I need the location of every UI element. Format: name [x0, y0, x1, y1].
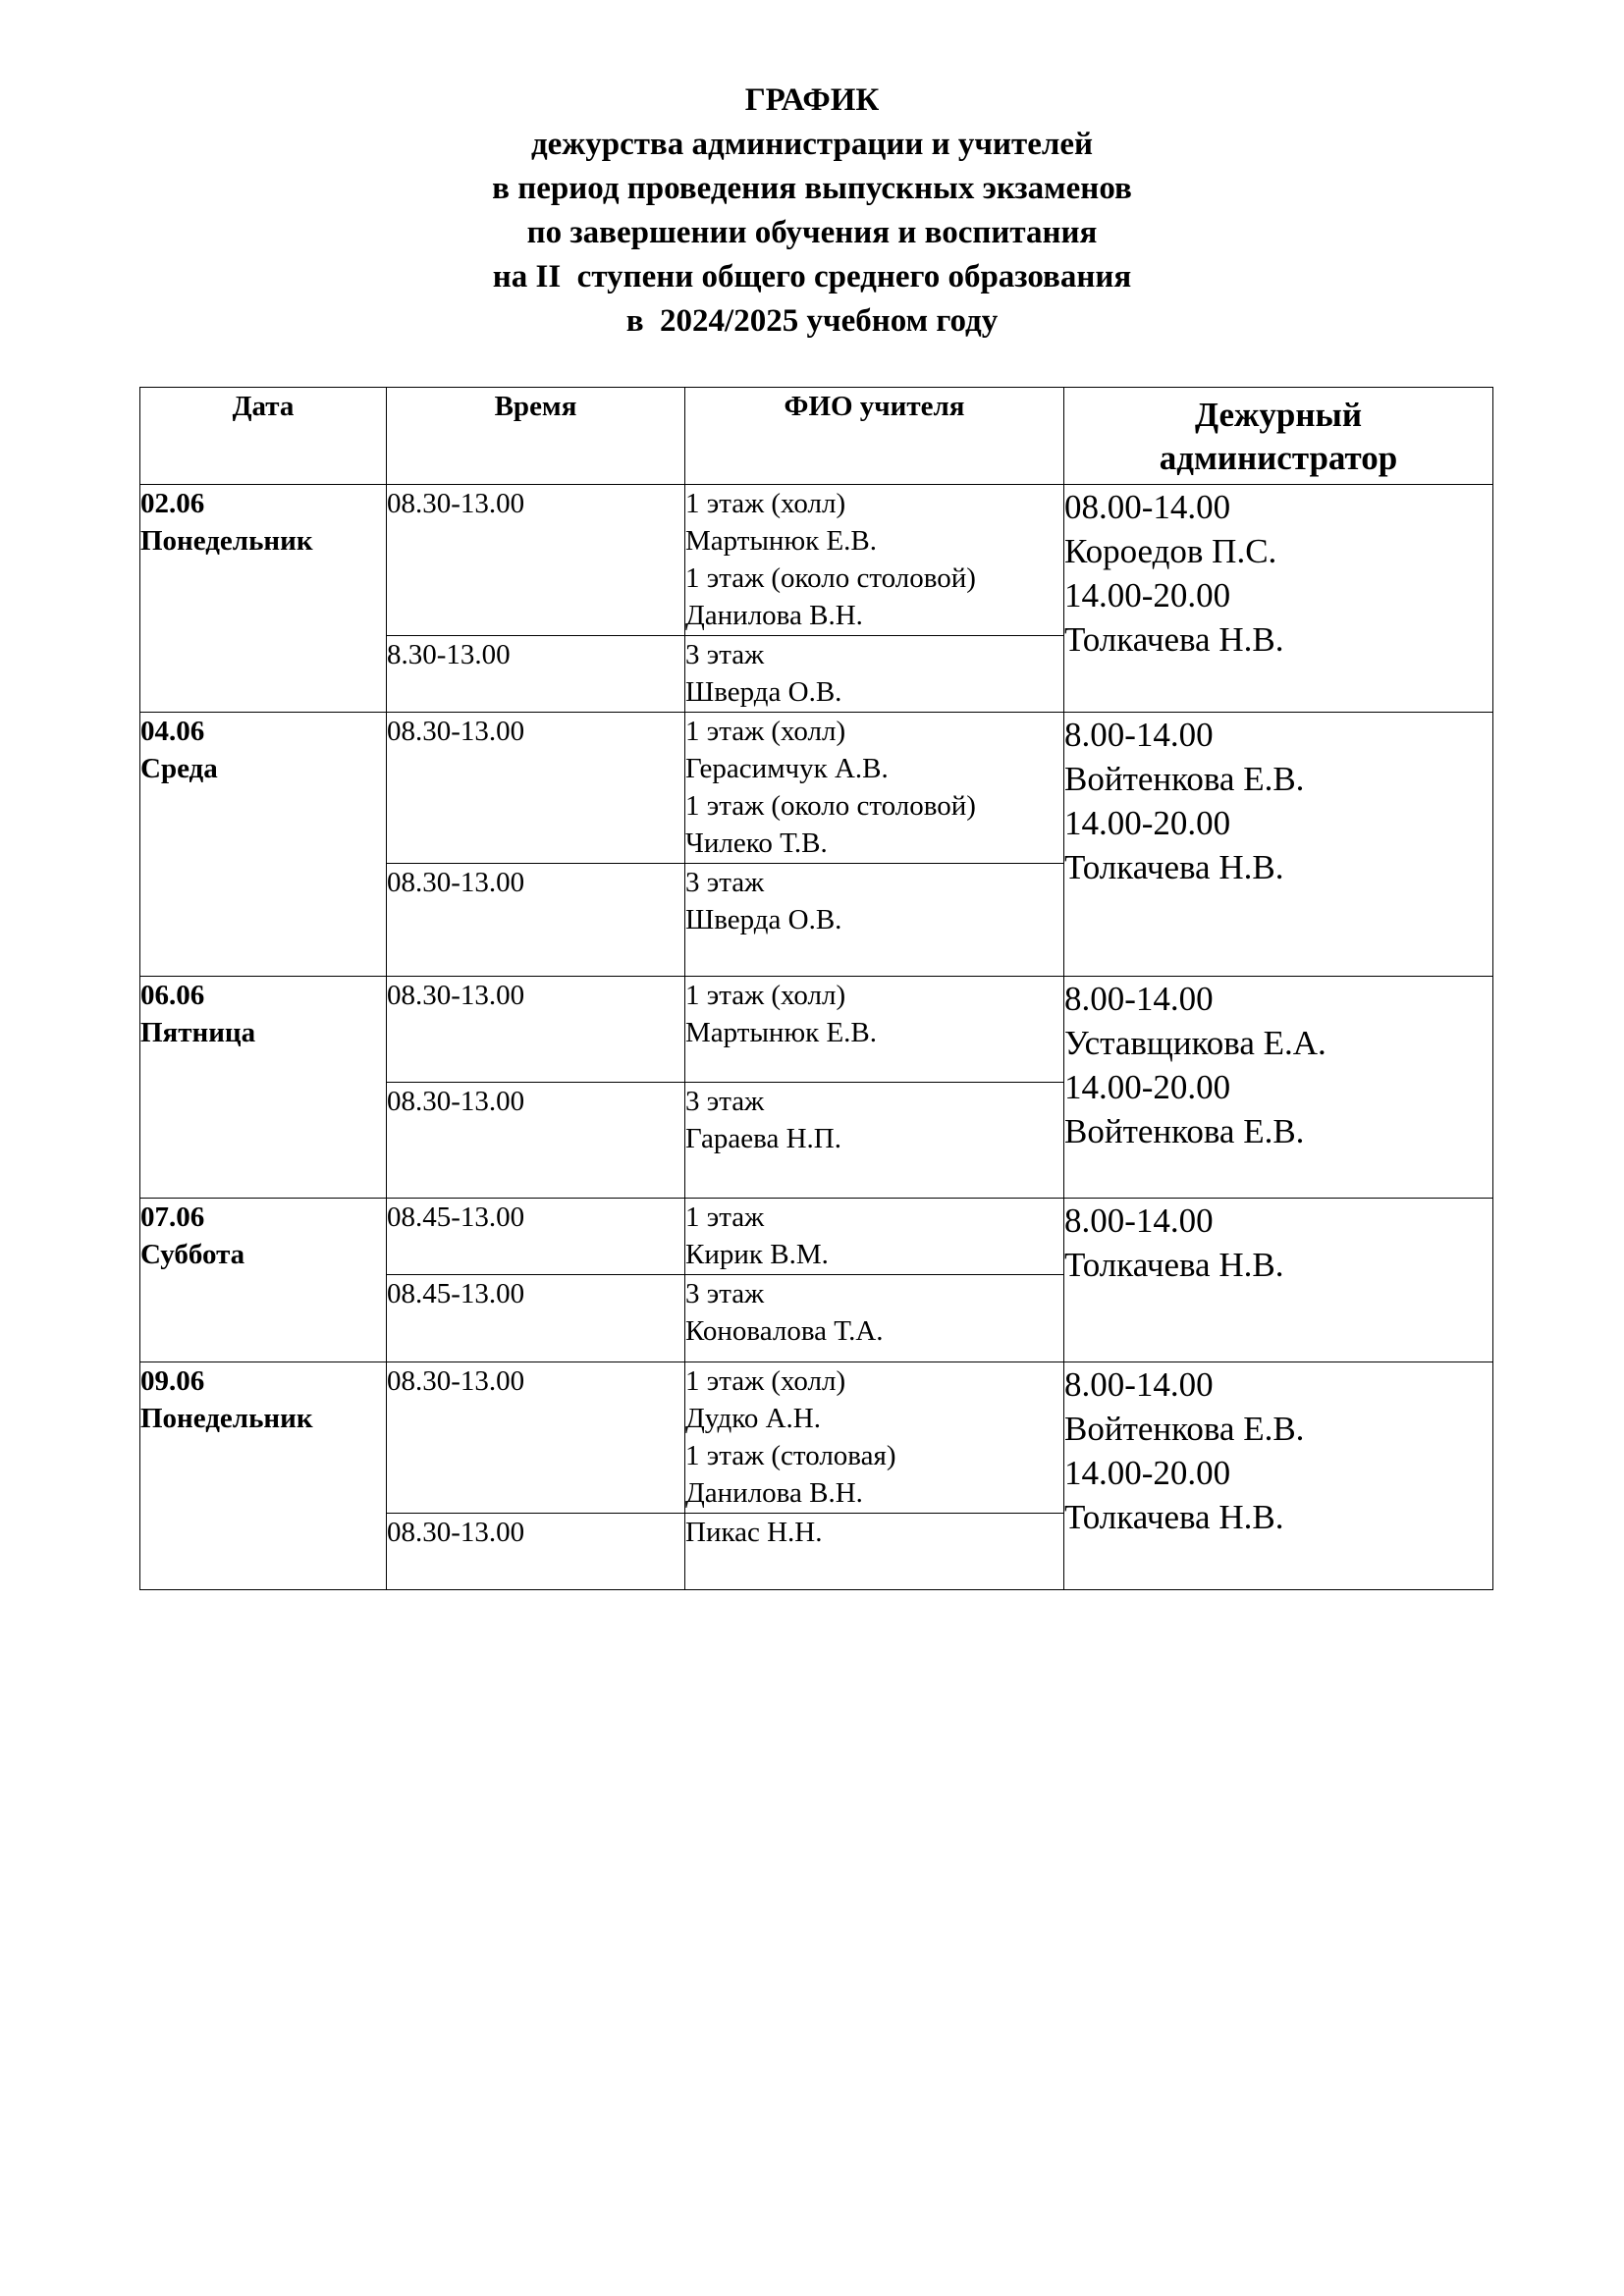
teacher-cell [685, 485, 1064, 636]
teacher-cell [685, 1362, 1064, 1514]
teacher-line: 3 этаж [685, 639, 765, 670]
teacher-cell [685, 977, 1064, 1083]
weekday-value: Суббота [140, 1239, 245, 1270]
time-cell: 08.30-13.00 [387, 485, 685, 636]
teacher-line: Шверда О.В. [685, 904, 842, 935]
time-cell: 8.30-13.00 [387, 636, 685, 713]
header-teacher: ФИО учителя [685, 388, 1064, 485]
admin-line: 8.00-14.00 [1064, 1201, 1214, 1240]
teacher-line: Мартынюк Е.В. [685, 1017, 878, 1048]
header-admin-line: администратор [1159, 439, 1398, 477]
time-cell: 08.30-13.00 [387, 713, 685, 864]
document-title [0, 79, 1624, 344]
table-row [140, 1362, 1493, 1514]
admin-line: Войтенкова Е.В. [1064, 1410, 1305, 1448]
weekday-value: Понедельник [140, 1403, 313, 1434]
teacher-line: Чилеко Т.В. [685, 828, 828, 859]
date-cell [140, 713, 387, 977]
title-line: на II ступени общего среднего образования [492, 259, 1132, 294]
admin-line: 8.00-14.00 [1064, 980, 1214, 1018]
teacher-line: 3 этаж [685, 867, 765, 898]
admin-cell [1064, 1362, 1493, 1590]
teacher-line: 1 этаж (около столовой) [685, 790, 976, 822]
date-value: 04.06 [140, 716, 205, 747]
header-admin [1064, 388, 1493, 485]
table-row [140, 485, 1493, 636]
admin-line: Толкачева Н.В. [1064, 848, 1284, 886]
admin-line: Толкачева Н.В. [1064, 1498, 1284, 1536]
date-value: 02.06 [140, 488, 205, 519]
time-cell: 08.45-13.00 [387, 1199, 685, 1275]
title-line: дежурства администрации и учителей [530, 127, 1094, 162]
admin-line: Толкачева Н.В. [1064, 1246, 1284, 1284]
header-date: Дата [140, 388, 387, 485]
teacher-line: Пикас Н.Н. [685, 1517, 823, 1548]
title-line: по завершении обучения и воспитания [526, 215, 1098, 250]
teacher-line: Данилова В.Н. [685, 1477, 863, 1509]
admin-line: 14.00-20.00 [1064, 1068, 1231, 1106]
date-cell [140, 1362, 387, 1590]
teacher-cell [685, 1199, 1064, 1275]
time-cell: 08.30-13.00 [387, 864, 685, 977]
teacher-line: 1 этаж (около столовой) [685, 562, 976, 594]
teacher-line: Кирик В.М. [685, 1239, 829, 1270]
admin-line: Толкачева Н.В. [1064, 620, 1284, 659]
date-cell [140, 485, 387, 713]
time-cell: 08.30-13.00 [387, 1514, 685, 1590]
weekday-value: Понедельник [140, 525, 313, 557]
teacher-line: Данилова В.Н. [685, 600, 863, 631]
date-value: 07.06 [140, 1201, 205, 1233]
time-cell: 08.45-13.00 [387, 1275, 685, 1362]
teacher-cell [685, 713, 1064, 864]
teacher-line: 1 этаж (столовая) [685, 1440, 896, 1471]
teacher-line: 3 этаж [685, 1086, 765, 1117]
admin-line: 8.00-14.00 [1064, 716, 1214, 754]
admin-line: Войтенкова Е.В. [1064, 1112, 1305, 1150]
teacher-line: 1 этаж (холл) [685, 716, 846, 747]
teacher-line: 1 этаж [685, 1201, 765, 1233]
date-cell [140, 977, 387, 1199]
weekday-value: Среда [140, 753, 218, 784]
teacher-line: Гараева Н.П. [685, 1123, 841, 1154]
admin-line: 8.00-14.00 [1064, 1365, 1214, 1404]
admin-line: 14.00-20.00 [1064, 804, 1231, 842]
teacher-line: Дудко А.Н. [685, 1403, 821, 1434]
date-value: 09.06 [140, 1365, 205, 1397]
table-row [140, 1199, 1493, 1275]
teacher-line: 3 этаж [685, 1278, 765, 1309]
teacher-line: 1 этаж (холл) [685, 1365, 846, 1397]
time-cell: 08.30-13.00 [387, 1362, 685, 1514]
header-admin-line: Дежурный [1194, 396, 1363, 434]
admin-cell [1064, 485, 1493, 713]
weekday-value: Пятница [140, 1017, 256, 1048]
teacher-line: Шверда О.В. [685, 676, 842, 708]
admin-cell [1064, 977, 1493, 1199]
admin-line: Войтенкова Е.В. [1064, 760, 1305, 798]
time-cell: 08.30-13.00 [387, 1083, 685, 1199]
admin-line: 08.00-14.00 [1064, 488, 1231, 526]
teacher-line: Мартынюк Е.В. [685, 525, 878, 557]
title-line: в 2024/2025 учебном году [625, 303, 999, 339]
teacher-line: 1 этаж (холл) [685, 488, 846, 519]
teacher-line: 1 этаж (холл) [685, 980, 846, 1011]
duty-schedule-table [139, 387, 1493, 1590]
title-line: ГРАФИК [744, 82, 880, 118]
table-row [140, 977, 1493, 1083]
teacher-line: Герасимчук А.В. [685, 753, 889, 784]
admin-line: 14.00-20.00 [1064, 1454, 1231, 1492]
title-line: в период проведения выпускных экзаменов [492, 171, 1132, 206]
date-value: 06.06 [140, 980, 205, 1011]
date-cell [140, 1199, 387, 1362]
teacher-line: Коновалова Т.А. [685, 1315, 884, 1347]
admin-cell [1064, 1199, 1493, 1362]
teacher-cell [685, 1275, 1064, 1362]
admin-line: Уставщикова Е.А. [1064, 1024, 1326, 1062]
admin-line: 14.00-20.00 [1064, 576, 1231, 614]
header-time: Время [387, 388, 685, 485]
time-cell: 08.30-13.00 [387, 977, 685, 1083]
admin-cell [1064, 713, 1493, 977]
teacher-cell [685, 864, 1064, 977]
table-header-row [140, 388, 1493, 485]
teacher-cell [685, 1514, 1064, 1590]
teacher-cell [685, 1083, 1064, 1199]
teacher-cell [685, 636, 1064, 713]
table-row [140, 713, 1493, 864]
admin-line: Короедов П.С. [1064, 532, 1277, 570]
